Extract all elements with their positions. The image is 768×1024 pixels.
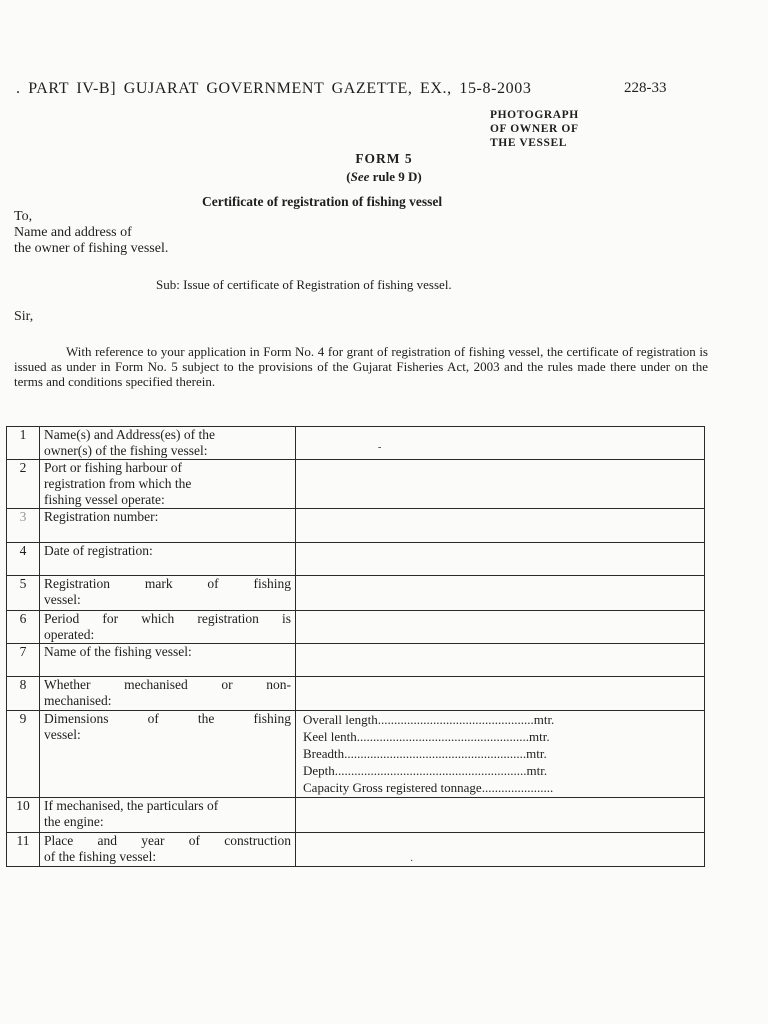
- photograph-caption: [490, 108, 579, 150]
- certificate-title: Certificate of registration of fishing vessel: [202, 194, 443, 209]
- row-number: 11: [7, 833, 40, 867]
- row-number: 6: [7, 611, 40, 644]
- row-label: Registration mark of fishing vessel:: [40, 576, 296, 611]
- row-value: [296, 427, 705, 460]
- row-value: [296, 798, 705, 833]
- table-row: [7, 644, 705, 677]
- rule-reference: (See rule 9 D): [346, 169, 422, 184]
- row-label: Registration number:: [40, 509, 296, 543]
- photo-caption-line: OF OWNER OF: [490, 123, 579, 135]
- row-number: 1: [7, 427, 40, 460]
- row-value: [296, 833, 705, 867]
- row-label: Place and year of construction of the fishing vessel:: [40, 833, 296, 867]
- row-label: Name(s) and Address(es) of the owner(s) of the fishing vessel:: [40, 427, 296, 460]
- row-number: 3: [7, 509, 40, 543]
- registration-table: [6, 426, 705, 867]
- row-number: 5: [7, 576, 40, 611]
- body-paragraph: [14, 344, 708, 389]
- table-row: [7, 509, 705, 543]
- subject-line: Sub: Issue of certificate of Registration of fishing vessel.: [156, 277, 452, 292]
- addressee-block: [14, 209, 168, 257]
- rule-see: See: [350, 169, 370, 184]
- body-paragraph-text: With reference to your application in Form No. 4 for grant of registration of fishing vessel, the certificate of registration is issued as under in Form No. 5 subject to the provisions of the Gujarat Fisheries Act, 2003 and the rules made there under on the terms and conditions specified therein.: [14, 344, 708, 389]
- gazette-header: . PART IV-B] GUJARAT GOVERNMENT GAZETTE, EX., 15-8-2003: [16, 80, 532, 97]
- row-number: 10: [7, 798, 40, 833]
- table-row: [7, 460, 705, 509]
- row-value: [296, 460, 705, 509]
- salutation: Sir,: [14, 309, 34, 324]
- row-number: 2: [7, 460, 40, 509]
- table-row: [7, 576, 705, 611]
- photo-caption-line: THE VESSEL: [490, 137, 568, 149]
- dimensions-cell: [296, 711, 705, 798]
- row-label: Port or fishing harbour of registration from which the fishing vessel operate:: [40, 460, 296, 509]
- row-label: Whether mechanised or non- mechanised:: [40, 677, 296, 711]
- row-label: Dimensions of the fishing vessel:: [40, 711, 296, 798]
- table-row: [7, 833, 705, 867]
- stray-mark: -: [378, 442, 382, 453]
- row-number: 4: [7, 543, 40, 576]
- row-label: Name of the fishing vessel:: [40, 644, 296, 677]
- addressee-line: To,: [14, 209, 33, 224]
- addressee-line: Name and address of: [14, 225, 132, 240]
- row-value: [296, 543, 705, 576]
- table-row: [7, 677, 705, 711]
- row-number: 7: [7, 644, 40, 677]
- table-row: [7, 427, 705, 460]
- table-row: [7, 543, 705, 576]
- addressee-line: the owner of fishing vessel.: [14, 241, 169, 256]
- photo-caption-line: PHOTOGRAPH: [490, 109, 579, 121]
- row-value: [296, 677, 705, 711]
- row-value: [296, 576, 705, 611]
- table-row: [7, 711, 705, 798]
- row-value: [296, 509, 705, 543]
- form-title: FORM 5: [355, 151, 413, 166]
- row-label: Date of registration:: [40, 543, 296, 576]
- keel-length-line: Keel lenth.....................................................mtr.: [303, 729, 550, 744]
- page-number: 228-33: [624, 80, 667, 96]
- row-number: 9: [7, 711, 40, 798]
- depth-line: Depth...........................................................mtr.: [303, 763, 548, 778]
- row-label: Period for which registration is operated:: [40, 611, 296, 644]
- breadth-line: Breadth........................................................mtr.: [303, 746, 547, 761]
- row-value: [296, 644, 705, 677]
- row-value: [296, 611, 705, 644]
- stray-mark: ·: [410, 856, 414, 867]
- overall-length-line: Overall length................................................mtr.: [303, 712, 555, 727]
- tonnage-line: Capacity Gross registered tonnage......................: [303, 780, 554, 795]
- table-row: [7, 611, 705, 644]
- row-label: If mechanised, the particulars of the engine:: [40, 798, 296, 833]
- row-number: 8: [7, 677, 40, 711]
- table-row: [7, 798, 705, 833]
